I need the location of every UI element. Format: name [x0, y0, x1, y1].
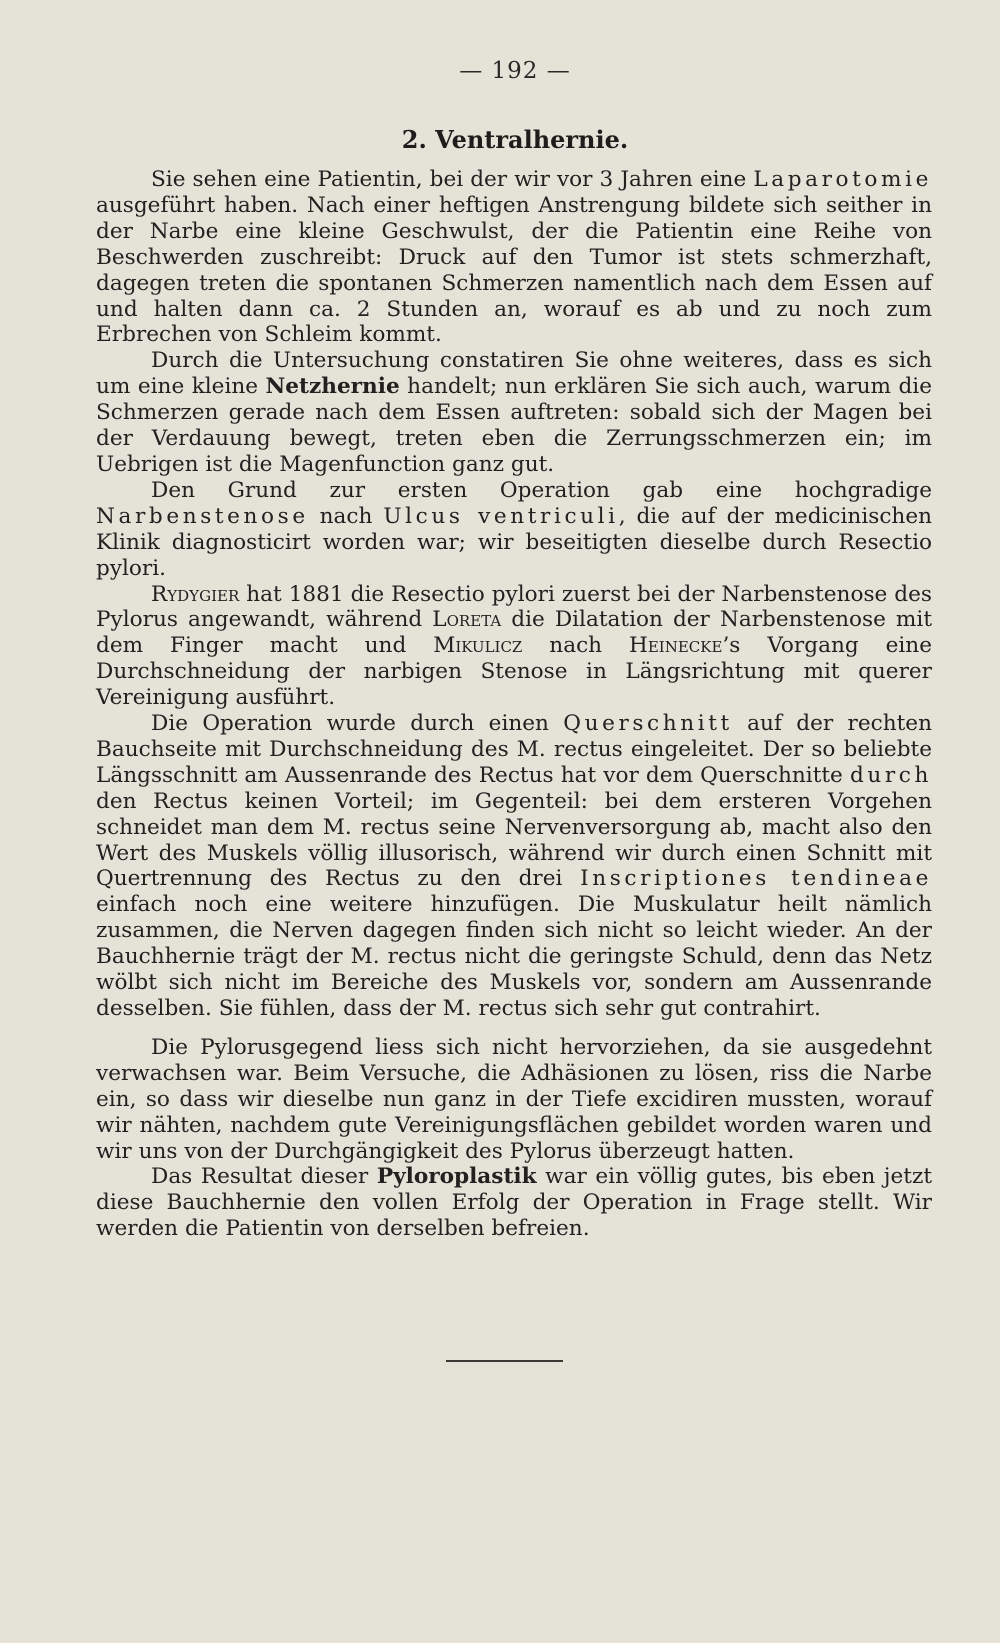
text-run: ausgeführt haben. Nach einer heftigen Anstrengung bildete sich seither in der Narbe eine kleine Geschwulst, der die Patientin eine Reihe von Beschwerden zuschreibt: Druck auf den Tumor ist stets schmerzhaft, dagegen treten die spontanen Schmerzen namentlich nach dem Essen auf und halten dann ca. 2 Stunden an, worauf es ab und zu noch zum Erbrechen von Schleim kommt.	[96, 192, 932, 348]
spaced-emphasis: Inscriptiones tendineae	[580, 866, 932, 892]
text-run: einfach noch eine weitere hinzufügen. Die Muskulatur heilt nämlich zusammen, die Nerven dagegen finden sich nicht so leicht wieder. An der Bauchhernie trägt der M. rectus nicht die geringste Schuld, denn das Netz wölbt sich nicht im Bereiche des Muskels vor, sondern am Aussenrande desselben. Sie fühlen, dass der M. rectus sich sehr gut contrahirt.	[96, 892, 932, 1021]
bold-term: Netzhernie	[265, 374, 400, 400]
text-run: Den Grund zur ersten Operation gab eine hochgradige	[151, 477, 932, 503]
spaced-emphasis: Laparotomie	[753, 167, 932, 192]
paragraph	[96, 582, 932, 712]
paragraph	[96, 1035, 932, 1165]
text-run: Das Resultat dieser	[151, 1164, 377, 1190]
author-name: Mikulicz	[433, 633, 523, 659]
text-run: Sie sehen eine Patientin, bei der wir vor 3 Jahren eine	[151, 167, 754, 192]
text-run: die Dilatation der Narbenstenose mit dem Finger macht und	[96, 607, 932, 659]
text-run: , die auf der medicinischen Klinik diagnosticirt worden war; wir beseitigten dieselbe durch Resectio pylori.	[96, 503, 933, 581]
section-title: 2. Ventralhernie.	[401, 125, 629, 154]
bold-term: Pyloroplastik	[376, 1164, 537, 1190]
paragraph	[96, 167, 932, 348]
page-number: — 192 —	[459, 58, 571, 84]
spaced-emphasis: Ulcus ventriculi	[383, 503, 619, 529]
author-name: Loreta	[432, 607, 502, 633]
paragraph	[96, 1164, 932, 1242]
text-run: auf der rechten Bauchseite mit Durchschneidung des M. rectus eingeleitet. Der so beliebte Längsschnitt am Aussenrande des Rectus hat vor dem Querschnitte	[96, 711, 932, 788]
text-run: Durch die Untersuchung constatiren Sie ohne weiteres, dass es sich um eine kleine	[96, 348, 932, 400]
text-run: Die Operation wurde durch einen	[151, 711, 564, 737]
paragraph	[96, 711, 932, 1022]
body-text	[96, 167, 932, 1242]
text-run: Die Pylorusgegend liess sich nicht hervorziehen, da sie ausgedehnt verwachsen war. Beim Versuche, die Adhäsionen zu lösen, riss die Narbe ein, so dass wir dieselbe nun ganz in der Tiefe excidiren mussten, worauf wir nähten, nachdem gute Vereinigungsflächen gebildet worden waren und wir uns von der Durchgängigkeit des Pylorus überzeugt hatten.	[96, 1034, 932, 1164]
spaced-emphasis: Querschnitt	[563, 711, 733, 737]
text-run: war ein völlig gutes, bis eben jetzt diese Bauchhernie den vollen Erfolg der Operation in Frage stellt. Wir werden die Patientin von derselben befreien.	[96, 1164, 933, 1242]
text-run: nach	[308, 503, 384, 529]
author-name: Rydygier	[151, 581, 240, 607]
spaced-emphasis: Narbenstenose	[96, 503, 309, 529]
author-name: Heinecke	[629, 633, 723, 659]
text-run: handelt; nun erklären Sie sich auch, warum die Schmerzen gerade nach dem Essen auftreten: sobald sich der Magen bei der Verdauung bewegt, treten eben die Zerrungsschmerzen ein; im Uebrigen ist die Magenfunction ganz gut.	[96, 374, 932, 477]
text-run: nach	[522, 633, 630, 659]
closing-rule	[446, 1360, 563, 1362]
text-run: ’s Vorgang eine Durchschneidung der narbigen Stenose in Längsrichtung mit querer Vereinigung ausführt.	[96, 633, 932, 711]
spaced-emphasis: durch	[849, 762, 932, 788]
text-run: den Rectus keinen Vorteil; im Gegenteil: bei dem ersteren Vorgehen schneidet man dem M. rectus seine Nervenversorgung ab, macht also den Wert des Muskels völlig illusorisch, während wir durch einen Schnitt mit Quertrennung des Rectus zu den drei	[96, 788, 932, 892]
text-run: hat 1881 die Resectio pylori zuerst bei der Narbenstenose des Pylorus angewandt, während	[96, 581, 932, 633]
paragraph	[96, 478, 932, 582]
paragraph	[96, 348, 932, 478]
